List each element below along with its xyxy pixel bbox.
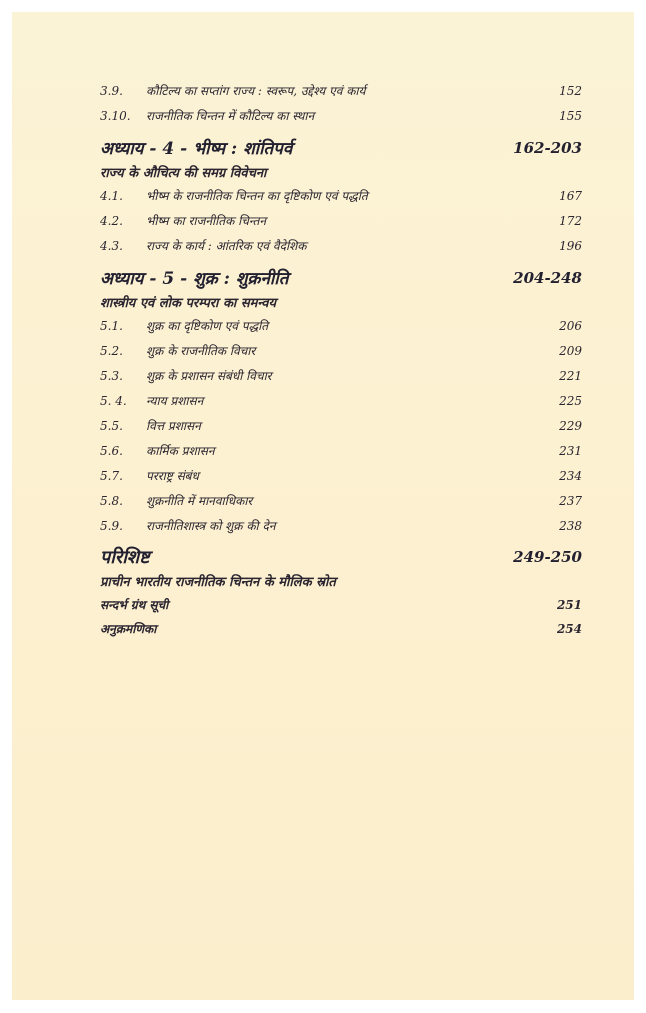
chapter-pages: 162-203: [513, 138, 582, 157]
entry-number: 5.8.: [100, 494, 123, 508]
chapter-4-heading: [100, 132, 582, 163]
entry-title: शुक्रनीति में मानवाधिकार: [146, 494, 253, 508]
entry-page: 231: [559, 444, 582, 458]
chapter-5-heading: [100, 262, 582, 293]
entry-title: शुक्र के प्रशासन संबंधी विचार: [146, 369, 272, 383]
entry-title: भीष्म का राजनीतिक चिन्तन: [146, 214, 267, 228]
entry-title: सन्दर्भ ग्रंथ सूची: [100, 598, 169, 612]
entry-title: भीष्म के राजनीतिक चिन्तन का दृष्टिकोण एवं पद्धति: [146, 189, 368, 203]
appendix-title: परिशिष्ट: [100, 547, 150, 568]
entry-title: अनुक्रमणिका: [100, 622, 157, 636]
entry-number: 3.9.: [100, 84, 123, 98]
entry-title: राज्य के कार्य : आंतरिक एवं वैदेशिक: [146, 239, 307, 253]
entry-page: 229: [559, 419, 582, 433]
appendix-subtitle: [100, 572, 582, 596]
entry-page: 172: [559, 214, 582, 228]
entry-number: 5.1.: [100, 319, 123, 333]
entry-number: 4.2.: [100, 214, 123, 228]
appendix-heading: [100, 542, 582, 572]
toc-entry: [100, 442, 582, 467]
chapter-title: अध्याय - 4 - भीष्म : शांतिपर्व: [100, 139, 293, 159]
book-page: [12, 12, 634, 1000]
chapter-subtitle: राज्य के औचित्य की समग्र विवेचना: [100, 166, 267, 181]
entry-page: 167: [559, 189, 582, 203]
entry-number: 5. 4.: [100, 394, 127, 408]
entry-page: 196: [559, 239, 582, 253]
entry-number: 5.6.: [100, 444, 123, 458]
entry-title: कौटिल्य का सप्तांग राज्य : स्वरूप, उद्देश्य एवं कार्य: [146, 84, 366, 98]
entry-page: 152: [559, 84, 582, 98]
toc-entry: [100, 107, 582, 132]
entry-page: 155: [559, 109, 582, 123]
entry-title: न्याय प्रशासन: [146, 394, 204, 408]
entry-title: राजनीतिक चिन्तन में कौटिल्य का स्थान: [146, 109, 315, 123]
table-of-contents: [100, 82, 582, 644]
entry-title: शुक्र का दृष्टिकोण एवं पद्धति: [146, 319, 269, 333]
entry-page: 234: [559, 469, 582, 483]
entry-page: 225: [559, 394, 582, 408]
entry-page: 206: [559, 319, 582, 333]
toc-entry: [100, 417, 582, 442]
entry-page: 238: [559, 519, 582, 533]
entry-page: 237: [559, 494, 582, 508]
toc-entry: [100, 187, 582, 212]
toc-entry: [100, 367, 582, 392]
entry-number: 5.9.: [100, 519, 123, 533]
toc-entry: [100, 517, 582, 542]
appendix-pages: 249-250: [513, 548, 582, 566]
toc-entry: [100, 317, 582, 342]
entry-page: 254: [556, 622, 582, 636]
toc-entry: [100, 237, 582, 262]
entry-page: 209: [559, 344, 582, 358]
entry-number: 5.5.: [100, 419, 123, 433]
entry-title: वित्त प्रशासन: [146, 419, 201, 433]
chapter-4-subtitle: [100, 163, 582, 187]
toc-entry: [100, 492, 582, 517]
toc-entry: [100, 392, 582, 417]
entry-number: 5.7.: [100, 469, 123, 483]
entry-number: 5.3.: [100, 369, 123, 383]
appendix-subtitle-text: प्राचीन भारतीय राजनीतिक चिन्तन के मौलिक स्रोत: [100, 575, 336, 590]
entry-number: 4.1.: [100, 189, 123, 203]
toc-entry: [100, 620, 582, 644]
chapter-title: अध्याय - 5 - शुक्र : शुक्रनीति: [100, 269, 289, 289]
entry-page: 221: [559, 369, 582, 383]
chapter-pages: 204-248: [513, 268, 582, 287]
chapter-subtitle: शास्त्रीय एवं लोक परम्परा का समन्वय: [100, 296, 277, 311]
toc-entry: [100, 467, 582, 492]
entry-page: 251: [556, 598, 582, 612]
entry-title: शुक्र के राजनीतिक विचार: [146, 344, 256, 358]
entry-title: राजनीतिशास्त्र को शुक्र की देन: [146, 519, 276, 533]
entry-number: 5.2.: [100, 344, 123, 358]
entry-number: 3.10.: [100, 109, 131, 123]
entry-title: कार्मिक प्रशासन: [146, 444, 215, 458]
toc-entry: [100, 212, 582, 237]
toc-entry: [100, 82, 582, 107]
toc-entry: [100, 342, 582, 367]
toc-entry: [100, 596, 582, 620]
entry-number: 4.3.: [100, 239, 123, 253]
entry-title: परराष्ट्र संबंध: [146, 469, 199, 483]
chapter-5-subtitle: [100, 293, 582, 317]
